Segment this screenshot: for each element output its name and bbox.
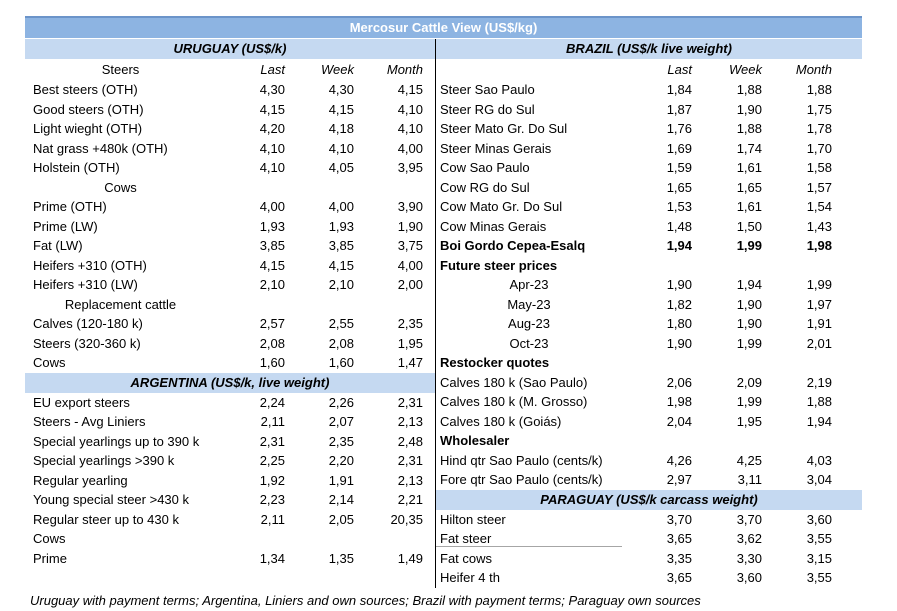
brazil-row <box>436 451 862 471</box>
brazil-cell-month: 1,88 <box>806 394 832 410</box>
argentina-cell-month: 2,21 <box>397 492 423 508</box>
paraguay-cell-last: 3,35 <box>666 550 692 566</box>
argentina-row <box>25 471 435 491</box>
paraguay-cell-month: 3,60 <box>806 511 832 527</box>
argentina-row-label: Regular steer up to 430 k <box>33 511 179 527</box>
brazil-row-label: Apr-23 <box>509 277 549 293</box>
uruguay-cell-month: 4,15 <box>397 82 423 98</box>
brazil-cell-week: 1,74 <box>736 140 762 156</box>
brazil-cell-month: 1,57 <box>806 179 832 195</box>
brazil-row-label: Steer Mato Gr. Do Sul <box>440 121 568 137</box>
argentina-row-label: Cows <box>33 531 66 547</box>
uruguay-cell-month: 1,95 <box>397 335 423 351</box>
uruguay-cell-month: 4,10 <box>397 121 423 137</box>
table-panels <box>25 39 862 588</box>
brazil-row <box>436 470 862 490</box>
uruguay-cell-week: 4,15 <box>328 257 354 273</box>
uruguay-column-header-row <box>25 59 435 80</box>
brazil-row-label: Cow RG do Sul <box>440 179 530 195</box>
brazil-row-label: Oct-23 <box>509 335 549 351</box>
uruguay-row <box>25 314 435 334</box>
brazil-cell-month: 2,19 <box>806 374 832 390</box>
brazil-cell-week: 1,94 <box>736 277 762 293</box>
column-header-last: Last <box>260 62 285 77</box>
brazil-row-label: Steer RG do Sul <box>440 101 535 117</box>
argentina-row <box>25 549 435 569</box>
argentina-cell-last: 2,11 <box>260 511 285 527</box>
brazil-cell-month: 1,97 <box>806 296 832 312</box>
uruguay-cell-week: 4,15 <box>328 101 354 117</box>
argentina-cell-month: 1,49 <box>397 550 423 566</box>
uruguay-row-label: Heifers +310 (OTH) <box>33 257 147 273</box>
uruguay-cell-week: 1,93 <box>328 218 354 234</box>
brazil-cell-last: 1,90 <box>666 277 692 293</box>
brazil-cell-last: 2,04 <box>666 413 692 429</box>
brazil-cell-month: 1,58 <box>806 160 832 176</box>
uruguay-row-label: Light wieght (OTH) <box>33 121 143 137</box>
uruguay-row <box>25 275 435 295</box>
brazil-cell-week: 2,09 <box>736 374 762 390</box>
uruguay-cell-week: 2,10 <box>328 277 354 293</box>
uruguay-cell-week: 2,08 <box>328 335 354 351</box>
brazil-cell-last: 1,94 <box>666 238 692 254</box>
brazil-cell-month: 1,70 <box>806 140 832 156</box>
column-header-month: Month <box>386 62 423 77</box>
argentina-row <box>25 412 435 432</box>
brazil-row <box>436 158 862 178</box>
argentina-row <box>25 529 435 549</box>
brazil-cell-week: 1,90 <box>736 101 762 117</box>
brazil-row-label: Aug-23 <box>508 316 550 332</box>
brazil-cell-last: 1,69 <box>666 140 692 156</box>
argentina-cell-week: 2,05 <box>328 511 354 527</box>
uruguay-cell-week: 2,55 <box>328 316 354 332</box>
brazil-row <box>436 236 862 256</box>
uruguay-cell-last: 1,93 <box>259 218 285 234</box>
uruguay-cell-week: 3,85 <box>328 238 354 254</box>
brazil-row-label: Cow Sao Paulo <box>440 160 530 176</box>
uruguay-cell-last: 4,10 <box>259 140 285 156</box>
uruguay-rows <box>25 80 435 373</box>
uruguay-row <box>25 178 435 198</box>
uruguay-row-label: Prime (LW) <box>33 218 98 234</box>
brazil-row <box>436 256 862 276</box>
paraguay-row-label: Hilton steer <box>440 511 506 527</box>
brazil-row-label: Cow Minas Gerais <box>440 218 547 234</box>
uruguay-row-label: Replacement cattle <box>64 296 177 312</box>
brazil-row-label: Calves 180 k (M. Grosso) <box>440 394 588 410</box>
argentina-cell-month: 2,31 <box>397 453 423 469</box>
uruguay-cell-last: 4,15 <box>259 101 285 117</box>
uruguay-cell-week: 4,10 <box>328 140 354 156</box>
brazil-row <box>436 373 862 393</box>
uruguay-row <box>25 353 435 373</box>
brazil-row <box>436 275 862 295</box>
brazil-row-label: Calves 180 k (Goiás) <box>440 413 562 429</box>
mercosur-cattle-table <box>25 16 862 608</box>
brazil-cell-last: 1,80 <box>666 316 692 332</box>
uruguay-row-label: Fat (LW) <box>33 238 83 254</box>
column-header-week: Week <box>321 62 354 77</box>
uruguay-cell-last: 2,57 <box>259 316 285 332</box>
brazil-cell-last: 4,26 <box>666 452 692 468</box>
brazil-cell-month: 1,98 <box>806 238 832 254</box>
uruguay-row <box>25 158 435 178</box>
argentina-row <box>25 490 435 510</box>
argentina-row-label: Steers - Avg Liniers <box>33 414 146 430</box>
brazil-cell-month: 1,91 <box>806 316 832 332</box>
uruguay-cell-month: 4,10 <box>397 101 423 117</box>
uruguay-cell-month: 2,00 <box>397 277 423 293</box>
uruguay-row-label: Nat grass +480k (OTH) <box>33 140 168 156</box>
uruguay-cell-month: 3,95 <box>397 160 423 176</box>
uruguay-row <box>25 139 435 159</box>
argentina-cell-month: 2,31 <box>397 394 423 410</box>
brazil-row <box>436 412 862 432</box>
argentina-cell-month: 20,35 <box>390 511 423 527</box>
uruguay-row <box>25 256 435 276</box>
uruguay-cell-last: 4,00 <box>259 199 285 215</box>
brazil-row <box>436 119 862 139</box>
left-panel <box>25 39 435 568</box>
brazil-cell-month: 1,75 <box>806 101 832 117</box>
paraguay-cell-week: 3,30 <box>736 550 762 566</box>
paraguay-row-label: Fat steer <box>436 531 622 547</box>
brazil-cell-month: 1,94 <box>806 413 832 429</box>
argentina-section-header: ARGENTINA (US$/k, live weight) <box>25 373 435 393</box>
brazil-row <box>436 295 862 315</box>
argentina-cell-month: 2,48 <box>397 433 423 449</box>
argentina-cell-last: 2,11 <box>260 414 285 430</box>
brazil-cell-week: 3,11 <box>737 472 762 488</box>
argentina-cell-last: 2,23 <box>259 492 285 508</box>
brazil-cell-month: 3,04 <box>806 472 832 488</box>
argentina-cell-last: 2,24 <box>259 394 285 410</box>
brazil-cell-month: 1,88 <box>806 82 832 98</box>
brazil-cell-week: 1,61 <box>736 160 762 176</box>
brazil-row-label: May-23 <box>507 296 551 312</box>
paraguay-rows <box>436 510 862 588</box>
brazil-cell-week: 1,95 <box>736 413 762 429</box>
uruguay-row-label: Cows <box>33 355 66 371</box>
uruguay-cell-month: 1,47 <box>397 355 423 371</box>
brazil-row <box>436 314 862 334</box>
brazil-row <box>436 334 862 354</box>
paraguay-cell-month: 3,55 <box>806 531 832 547</box>
argentina-row-label: EU export steers <box>33 394 130 410</box>
column-header-month: Month <box>795 62 832 77</box>
brazil-rows <box>436 80 862 490</box>
brazil-row-label: Boi Gordo Cepea-Esalq <box>440 238 586 254</box>
brazil-cell-week: 1,61 <box>736 199 762 215</box>
argentina-cell-last: 2,25 <box>259 453 285 469</box>
argentina-cell-week: 2,14 <box>328 492 354 508</box>
brazil-row <box>436 431 862 451</box>
uruguay-cell-last: 1,60 <box>259 355 285 371</box>
brazil-cell-last: 1,59 <box>666 160 692 176</box>
uruguay-cell-month: 3,75 <box>397 238 423 254</box>
argentina-cell-last: 1,34 <box>259 550 285 566</box>
paraguay-row-label: Heifer 4 th <box>440 570 500 586</box>
brazil-cell-month: 2,01 <box>806 335 832 351</box>
uruguay-row-label: Steers (320-360 k) <box>33 335 141 351</box>
paraguay-cell-week: 3,60 <box>736 570 762 586</box>
column-header-last: Last <box>667 62 692 77</box>
brazil-row-label: Future steer prices <box>440 257 558 273</box>
brazil-row-label: Steer Sao Paulo <box>440 82 535 98</box>
argentina-cell-week: 1,91 <box>328 472 354 488</box>
brazil-cell-last: 2,97 <box>666 472 692 488</box>
brazil-cell-month: 1,99 <box>806 277 832 293</box>
argentina-row-label: Special yearlings >390 k <box>33 453 175 469</box>
uruguay-cell-week: 4,30 <box>328 82 354 98</box>
brazil-cell-week: 1,99 <box>736 238 762 254</box>
uruguay-row-label: Holstein (OTH) <box>33 160 120 176</box>
brazil-row-label: Cow Mato Gr. Do Sul <box>440 199 563 215</box>
brazil-row-label: Hind qtr Sao Paulo (cents/k) <box>440 452 603 468</box>
argentina-cell-month: 2,13 <box>397 472 423 488</box>
brazil-cell-month: 1,54 <box>806 199 832 215</box>
uruguay-section-header: URUGUAY (US$/k) <box>25 39 435 59</box>
uruguay-row <box>25 236 435 256</box>
brazil-cell-month: 4,03 <box>806 452 832 468</box>
brazil-cell-last: 2,06 <box>666 374 692 390</box>
brazil-cell-week: 1,65 <box>736 179 762 195</box>
brazil-cell-week: 1,90 <box>736 296 762 312</box>
brazil-cell-last: 1,87 <box>666 101 692 117</box>
paraguay-section-header: PARAGUAY (US$/k carcass weight) <box>436 490 862 510</box>
brazil-row <box>436 217 862 237</box>
uruguay-cell-week: 1,60 <box>328 355 354 371</box>
argentina-row <box>25 393 435 413</box>
uruguay-cell-last: 4,15 <box>259 257 285 273</box>
source-note: Uruguay with payment terms; Argentina, Liniers and own sources; Brazil with payment terms; Paraguay own sources <box>30 592 701 608</box>
brazil-column-header-row <box>436 59 862 80</box>
argentina-rows <box>25 393 435 569</box>
brazil-cell-month: 1,43 <box>806 218 832 234</box>
argentina-row-label: Prime <box>33 550 67 566</box>
uruguay-cell-last: 2,08 <box>259 335 285 351</box>
brazil-row <box>436 197 862 217</box>
brazil-row <box>436 80 862 100</box>
paraguay-cell-month: 3,55 <box>806 570 832 586</box>
argentina-row <box>25 451 435 471</box>
brazil-row-label: Restocker quotes <box>440 355 550 371</box>
uruguay-row <box>25 295 435 315</box>
column-header-week: Week <box>729 62 762 77</box>
paraguay-row <box>436 510 862 530</box>
paraguay-cell-last: 3,70 <box>666 511 692 527</box>
brazil-row <box>436 392 862 412</box>
argentina-row <box>25 510 435 530</box>
brazil-cell-last: 1,53 <box>666 199 692 215</box>
argentina-cell-week: 2,35 <box>328 433 354 449</box>
uruguay-cell-last: 2,10 <box>259 277 285 293</box>
table-title: Mercosur Cattle View (US$/kg) <box>25 16 862 38</box>
uruguay-row-label: Calves (120-180 k) <box>33 316 143 332</box>
argentina-row-label: Special yearlings up to 390 k <box>33 433 200 449</box>
argentina-cell-week: 1,35 <box>328 550 354 566</box>
paraguay-cell-month: 3,15 <box>806 550 832 566</box>
paraguay-row <box>436 549 862 569</box>
argentina-row <box>25 432 435 452</box>
uruguay-row <box>25 334 435 354</box>
argentina-cell-last: 2,31 <box>259 433 285 449</box>
uruguay-row-label: Cows <box>104 179 137 195</box>
uruguay-row <box>25 119 435 139</box>
uruguay-row-label: Good steers (OTH) <box>33 101 144 117</box>
uruguay-row <box>25 80 435 100</box>
uruguay-row-label: Heifers +310 (LW) <box>33 277 138 293</box>
uruguay-cell-last: 3,85 <box>259 238 285 254</box>
brazil-cell-week: 1,99 <box>736 394 762 410</box>
uruguay-cell-month: 3,90 <box>397 199 423 215</box>
brazil-cell-week: 1,88 <box>736 82 762 98</box>
uruguay-cell-month: 1,90 <box>397 218 423 234</box>
uruguay-cell-week: 4,18 <box>328 121 354 137</box>
uruguay-cell-last: 4,20 <box>259 121 285 137</box>
argentina-cell-month: 2,13 <box>397 414 423 430</box>
paraguay-cell-week: 3,62 <box>736 531 762 547</box>
argentina-cell-week: 2,26 <box>328 394 354 410</box>
brazil-cell-last: 1,76 <box>666 121 692 137</box>
brazil-cell-month: 1,78 <box>806 121 832 137</box>
uruguay-cell-last: 4,10 <box>259 160 285 176</box>
brazil-row-label: Steer Minas Gerais <box>440 140 552 156</box>
argentina-row-label: Regular yearling <box>33 472 128 488</box>
argentina-cell-last: 1,92 <box>259 472 285 488</box>
brazil-cell-last: 1,65 <box>666 179 692 195</box>
uruguay-cell-week: 4,05 <box>328 160 354 176</box>
brazil-cell-last: 1,48 <box>666 218 692 234</box>
uruguay-cell-week: 4,00 <box>328 199 354 215</box>
uruguay-cell-month: 2,35 <box>397 316 423 332</box>
brazil-cell-last: 1,98 <box>666 394 692 410</box>
argentina-cell-week: 2,07 <box>328 414 354 430</box>
uruguay-row <box>25 217 435 237</box>
brazil-row-label: Fore qtr Sao Paulo (cents/k) <box>440 472 603 488</box>
brazil-row <box>436 178 862 198</box>
brazil-row-label: Calves 180 k (Sao Paulo) <box>440 374 588 390</box>
brazil-section-header: BRAZIL (US$/k live weight) <box>436 39 862 59</box>
brazil-cell-week: 1,50 <box>736 218 762 234</box>
paraguay-cell-week: 3,70 <box>736 511 762 527</box>
brazil-cell-week: 1,99 <box>736 335 762 351</box>
brazil-cell-last: 1,90 <box>666 335 692 351</box>
paraguay-row <box>436 568 862 588</box>
brazil-row <box>436 139 862 159</box>
paraguay-row-label: Fat cows <box>440 550 493 566</box>
uruguay-row-label: Best steers (OTH) <box>33 82 138 98</box>
brazil-row <box>436 100 862 120</box>
brazil-row-label: Wholesaler <box>440 433 510 449</box>
brazil-cell-last: 1,84 <box>666 82 692 98</box>
brazil-cell-week: 1,88 <box>736 121 762 137</box>
right-panel <box>435 39 862 588</box>
brazil-cell-week: 4,25 <box>736 452 762 468</box>
paraguay-row <box>436 529 862 549</box>
uruguay-cell-last: 4,30 <box>259 82 285 98</box>
brazil-row <box>436 353 862 373</box>
argentina-row-label: Young special steer >430 k <box>33 492 189 508</box>
argentina-cell-week: 2,20 <box>328 453 354 469</box>
uruguay-row <box>25 100 435 120</box>
uruguay-row <box>25 197 435 217</box>
brazil-cell-week: 1,90 <box>736 316 762 332</box>
uruguay-row-label: Prime (OTH) <box>33 199 107 215</box>
paraguay-cell-last: 3,65 <box>666 531 692 547</box>
uruguay-cell-month: 4,00 <box>397 140 423 156</box>
brazil-cell-last: 1,82 <box>666 296 692 312</box>
paraguay-cell-last: 3,65 <box>666 570 692 586</box>
uruguay-cell-month: 4,00 <box>397 257 423 273</box>
group-label-steers: Steers <box>101 62 140 77</box>
